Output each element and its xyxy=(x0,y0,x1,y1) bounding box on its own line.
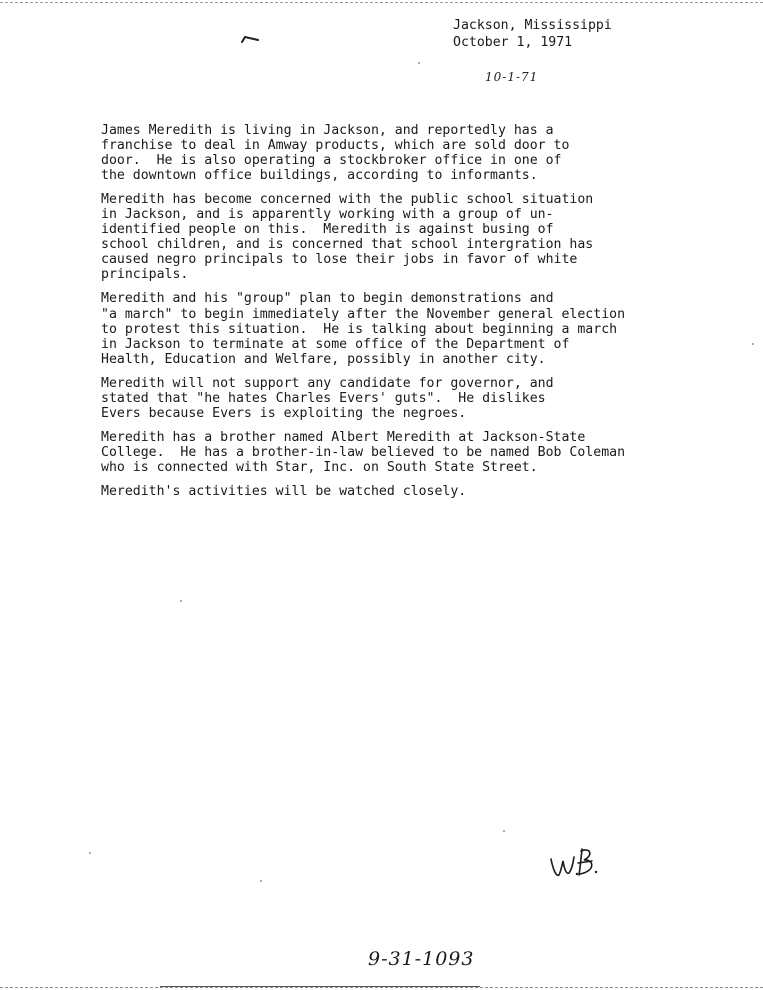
page-bottom-rule xyxy=(160,986,480,987)
dateline-date: October 1, 1971 xyxy=(453,35,573,50)
page-bottom-edge xyxy=(0,987,763,988)
paragraph-governor: Meredith will not support any candidate for governor, and stated that "he hates Charles Evers' guts". He dislikes Evers because Evers is exploiting the negroes. xyxy=(101,375,554,421)
scan-speck xyxy=(89,852,91,854)
scan-speck xyxy=(503,830,505,832)
paragraph-closing: Meredith's activities will be watched closely. xyxy=(101,483,467,499)
handwritten-initials-signature xyxy=(548,845,608,881)
scan-speck xyxy=(180,600,182,602)
handwritten-date: 10-1-71 xyxy=(485,70,539,84)
file-number: 9-31-1093 xyxy=(368,948,475,970)
dateline-city: Jackson, Mississippi xyxy=(453,18,612,33)
scan-speck xyxy=(752,343,754,345)
paragraph-residence: James Meredith is living in Jackson, and reportedly has a franchise to deal in Amway products, which are sold door to door. He is also operating a stockbroker office in one of the downtown office buildings, according to informants. xyxy=(101,123,570,184)
memo-body xyxy=(101,123,721,508)
paragraph-school-situation: Meredith has become concerned with the public school situation in Jackson, and is apparently working with a group of un- identified people on this. Meredith is against busing of school children, and is concerned that school intergration has caused negro principals to lose their jobs in favor of white principals. xyxy=(101,192,594,283)
dateline xyxy=(453,17,612,51)
paragraph-relatives: Meredith has a brother named Albert Meredith at Jackson-State College. He has a brother-in-law believed to be named Bob Coleman who is connected with Star, Inc. on South State Street. xyxy=(101,429,626,475)
paragraph-march-plan: Meredith and his "group" plan to begin demonstrations and "a march" to begin immediately after the November general election to protest this situation. He is talking about beginning a march in Jackson to terminate at some office of the Department of Health, Education and Welfare, possibly in another city. xyxy=(101,291,626,367)
scan-speck xyxy=(260,880,262,882)
scan-speck xyxy=(418,62,420,64)
corner-mark xyxy=(240,33,260,45)
page-top-edge xyxy=(0,2,763,3)
